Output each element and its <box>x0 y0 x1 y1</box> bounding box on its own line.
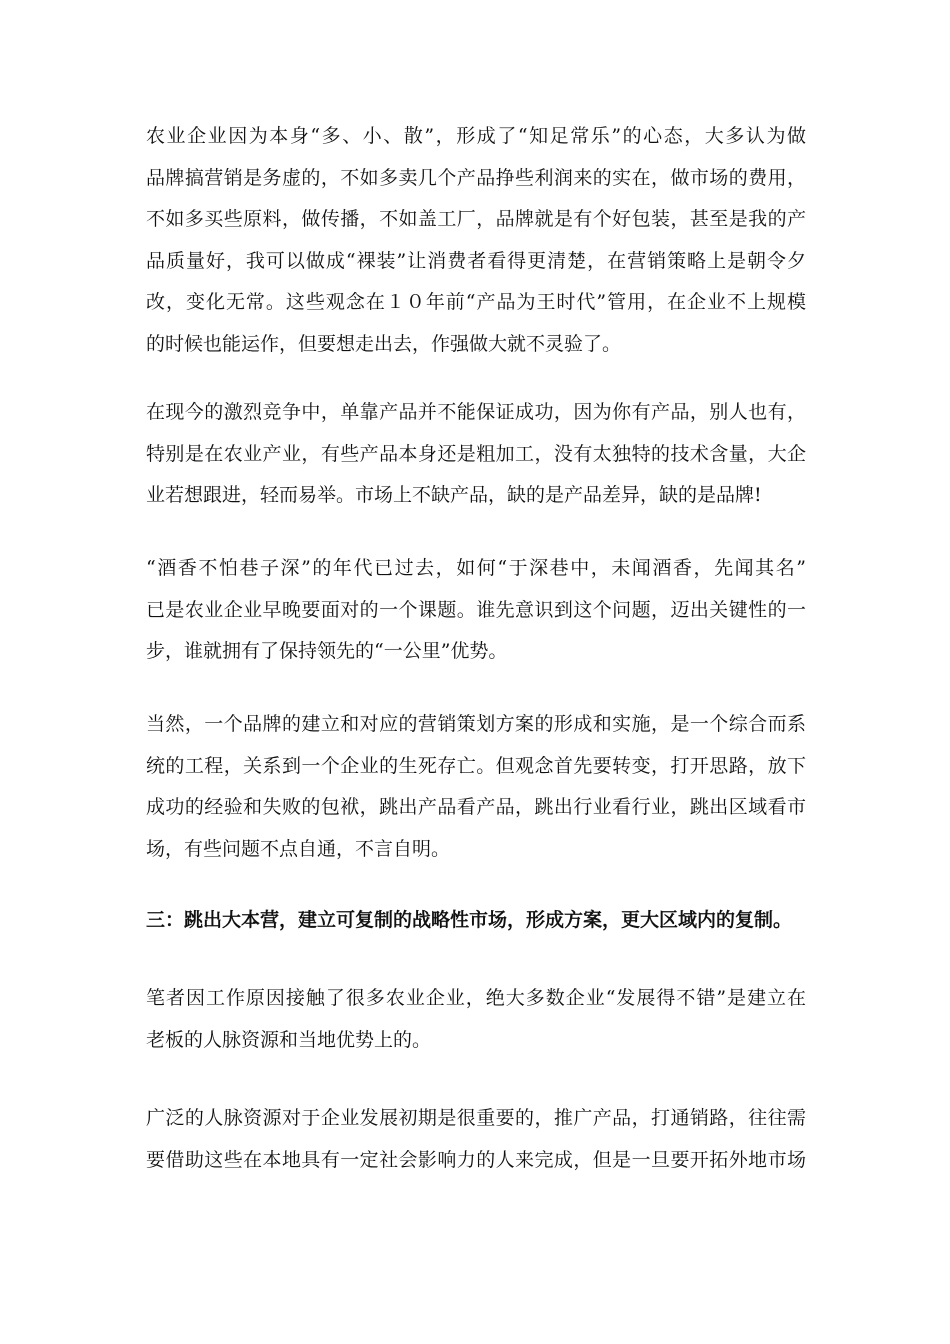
paragraph-author-experience <box>146 978 806 1061</box>
paragraph-line: 改，变化无常。这些观念在１０年前“产品为王时代”管用，在企业不上规模 <box>146 291 806 313</box>
section-heading-text: 三：跳出大本营，建立可复制的战略性市场，形成方案，更大区域内的复制。 <box>146 909 793 931</box>
paragraph-line: 品牌搞营销是务虚的，不如多卖几个产品挣些利润来的实在，做市场的费用， <box>146 166 806 189</box>
paragraph-competition <box>146 392 806 517</box>
paragraph-line: 统的工程，关系到一个企业的生死存亡。但观念首先要转变，打开思路，放下 <box>146 754 806 777</box>
paragraph-line: 老板的人脉资源和当地优势上的。 <box>146 1028 432 1051</box>
paragraph-network-resources <box>146 1098 806 1181</box>
paragraph-wine-alley <box>146 548 806 673</box>
paragraph-brand-system <box>146 704 806 870</box>
paragraph-line: 特别是在农业产业，有些产品本身还是粗加工，没有太独特的技术含量，大企 <box>146 442 806 465</box>
paragraph-line: 在现今的激烈竞争中，单靠产品并不能保证成功，因为你有产品，别人也有， <box>146 401 806 423</box>
paragraph-line: 品质量好，我可以做成“裸装”让消费者看得更清楚，在营销策略上是朝令夕 <box>146 249 806 272</box>
paragraph-line: 成功的经验和失败的包袱，跳出产品看产品，跳出行业看行业，跳出区域看市 <box>146 796 806 818</box>
paragraph-line: 步，谁就拥有了保持领先的“一公里”优势。 <box>146 640 508 662</box>
paragraph-line: “酒香不怕巷子深”的年代已过去，如何“于深巷中，未闻酒香，先闻其名” <box>146 557 806 579</box>
paragraph-line: 农业企业因为本身“多、小、散”，形成了“知足常乐”的心态，大多认为做 <box>146 125 806 147</box>
paragraph-line: 业若想跟进，轻而易举。市场上不缺产品，缺的是产品差异，缺的是品牌! <box>146 484 762 506</box>
paragraph-line: 要借助这些在本地具有一定社会影响力的人来完成，但是一旦要开拓外地市场 <box>146 1148 806 1171</box>
paragraph-line: 已是农业企业早晚要面对的一个课题。谁先意识到这个问题，迈出关键性的一 <box>146 598 806 621</box>
section-heading-three <box>146 900 806 942</box>
paragraph-line: 广泛的人脉资源对于企业发展初期是很重要的，推广产品，打通销路，往往需 <box>146 1107 806 1129</box>
paragraph-line: 不如多买些原料，做传播，不如盖工厂，品牌就是有个好包装，甚至是我的产 <box>146 208 806 230</box>
paragraph-line: 场，有些问题不点自通，不言自明。 <box>146 837 451 860</box>
paragraph-line: 的时候也能运作，但要想走出去，作强做大就不灵验了。 <box>146 332 622 355</box>
paragraph-branding-mindset <box>146 116 806 365</box>
paragraph-line: 当然，一个品牌的建立和对应的营销策划方案的形成和实施，是一个综合而系 <box>146 713 806 735</box>
paragraph-line: 笔者因工作原因接触了很多农业企业，绝大多数企业“发展得不错”是建立在 <box>146 987 806 1009</box>
